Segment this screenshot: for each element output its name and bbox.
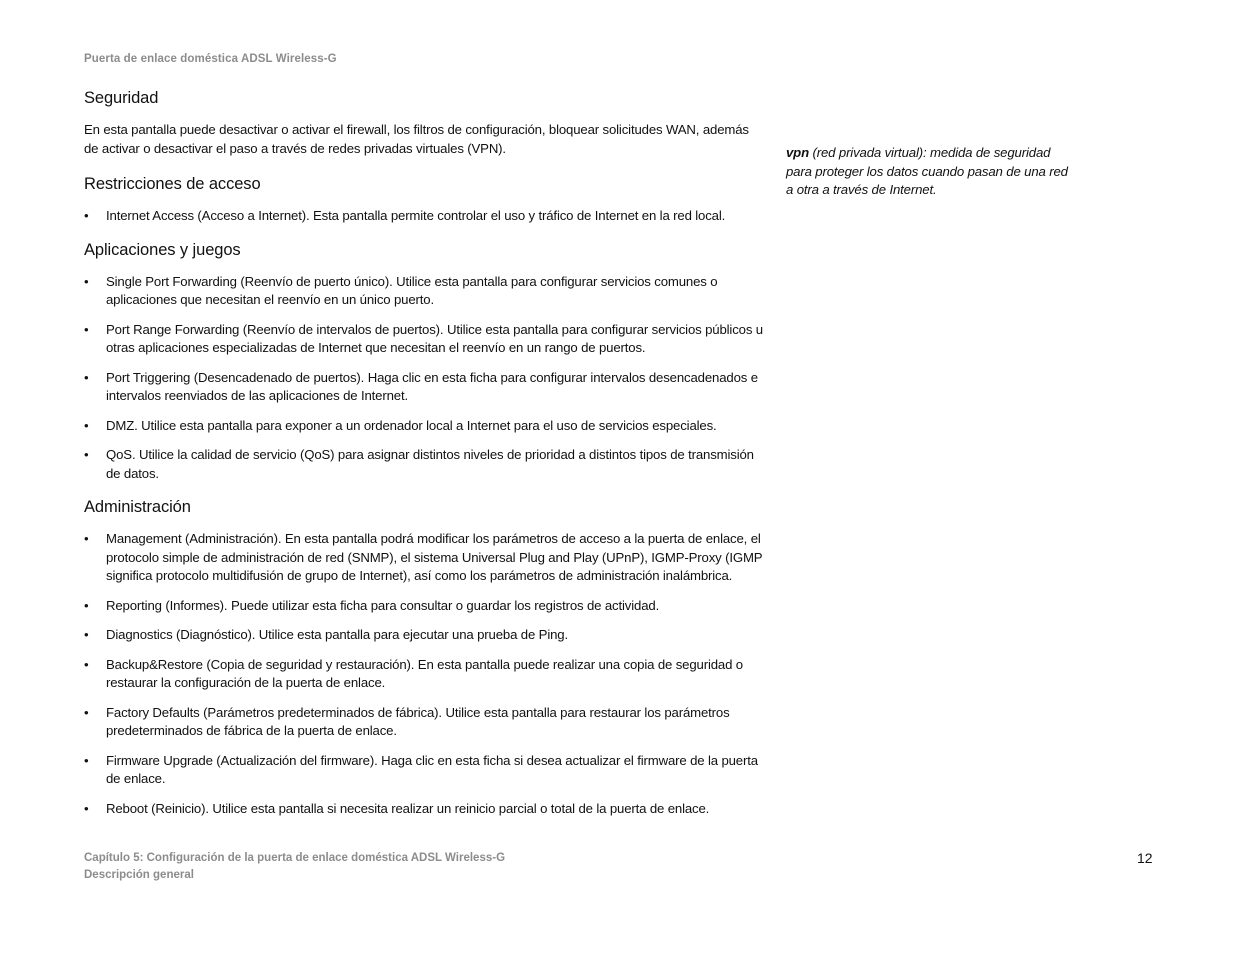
section <box>84 240 764 484</box>
list-item-text: Internet Access (Acceso a Internet). Esta pantalla permite controlar el uso y tráfico de Internet en la red local. <box>106 208 726 223</box>
section-heading: Restricciones de acceso <box>84 175 261 193</box>
section-heading: Aplicaciones y juegos <box>84 240 241 259</box>
glossary-term: vpn <box>786 145 809 160</box>
list-item-text: Port Triggering (Desencadenado de puertos). Haga clic en esta ficha para configurar intervalos desencadenados e intervalos reenviados de las aplicaciones de Internet. <box>106 369 758 403</box>
list-item <box>84 369 764 406</box>
glossary-sidebar <box>786 144 1076 200</box>
section <box>84 88 764 158</box>
page-number: 12 <box>1137 850 1153 866</box>
list-item <box>84 626 764 645</box>
bullet-icon: • <box>84 597 89 613</box>
bullet-icon: • <box>84 417 89 433</box>
glossary-definition: (red privada virtual): medida de seguridad para proteger los datos cuando pasan de una red a otra a través de Internet. <box>786 145 1068 197</box>
list-item <box>84 704 764 741</box>
list-item <box>84 597 764 616</box>
list-item <box>84 800 764 819</box>
list-item-text: Management (Administración). En esta pantalla podrá modificar los parámetros de acceso a la puerta de enlace, el protocolo simple de administración de red (SNMP), el sistema Universal Plug and Play (UPnP), IGMP-Proxy (IGMP significa protocolo multidifusión de grupo de Internet), así como los parámetros de administración inalámbrica. <box>106 531 763 583</box>
list-item <box>84 530 764 586</box>
section <box>84 174 764 226</box>
running-header: Puerta de enlace doméstica ADSL Wireless-G <box>84 53 337 65</box>
bullet-icon: • <box>84 273 89 289</box>
bullet-list <box>84 273 764 484</box>
list-item-text: Diagnostics (Diagnóstico). Utilice esta pantalla para ejecutar una prueba de Ping. <box>106 627 568 642</box>
bullet-icon: • <box>84 447 89 462</box>
bullet-icon: • <box>84 531 89 546</box>
list-item-text: Factory Defaults (Parámetros predeterminados de fábrica). Utilice esta pantalla para restaurar los parámetros predeterminados de fábrica de la puerta de enlace. <box>106 704 730 738</box>
bullet-list <box>84 207 764 226</box>
list-item-text: Reporting (Informes). Puede utilizar esta ficha para consultar o guardar los registros de actividad. <box>106 597 660 613</box>
section <box>84 497 764 818</box>
bullet-icon: • <box>84 627 89 642</box>
bullet-icon: • <box>84 752 89 768</box>
list-item-text: QoS. Utilice la calidad de servicio (QoS) para asignar distintos niveles de prioridad a distintos tipos de transmisión de datos. <box>106 447 754 481</box>
bullet-icon: • <box>84 704 89 720</box>
bullet-icon: • <box>84 321 89 337</box>
footer-chapter: Capítulo 5: Configuración de la puerta de enlace doméstica ADSL Wireless-G <box>84 852 506 864</box>
list-item <box>84 207 764 226</box>
bullet-list <box>84 530 764 818</box>
list-item-text: Backup&Restore (Copia de seguridad y restauración). En esta pantalla puede realizar una copia de seguridad o restaurar la configuración de la puerta de enlace. <box>106 656 743 690</box>
list-item <box>84 446 764 483</box>
list-item-text: Reboot (Reinicio). Utilice esta pantalla si necesita realizar un reinicio parcial o total de la puerta de enlace. <box>106 800 710 816</box>
running-footer <box>84 850 505 884</box>
bullet-icon: • <box>84 208 89 223</box>
list-item-text: Single Port Forwarding (Reenvío de puerto único). Utilice esta pantalla para configurar servicios comunes o aplicaciones que necesitan el reenvío en un único puerto. <box>106 273 718 307</box>
list-item-text: Port Range Forwarding (Reenvío de intervalos de puertos). Utilice esta pantalla para configurar servicios públicos u otras aplicaciones especializadas de Internet que necesitan el reenvío en un rango de puertos. <box>106 321 763 355</box>
list-item <box>84 273 764 310</box>
list-item <box>84 321 764 358</box>
list-item <box>84 656 764 693</box>
main-content <box>84 88 764 832</box>
section-heading: Seguridad <box>84 89 159 107</box>
section-heading: Administración <box>84 498 191 516</box>
list-item <box>84 417 764 436</box>
bullet-icon: • <box>84 800 89 816</box>
list-item-text: DMZ. Utilice esta pantalla para exponer a un ordenador local a Internet para el uso de servicios especiales. <box>106 417 717 433</box>
bullet-icon: • <box>84 656 89 672</box>
footer-section: Descripción general <box>84 869 194 881</box>
list-item-text: Firmware Upgrade (Actualización del firmware). Haga clic en esta ficha si desea actualizar el firmware de la puerta de enlace. <box>106 752 758 786</box>
list-item <box>84 752 764 789</box>
bullet-icon: • <box>84 369 89 385</box>
section-intro: En esta pantalla puede desactivar o activar el firewall, los filtros de configuración, bloquear solicitudes WAN, además de activar o desactivar el paso a través de redes privadas virtuales (VPN). <box>84 122 749 156</box>
